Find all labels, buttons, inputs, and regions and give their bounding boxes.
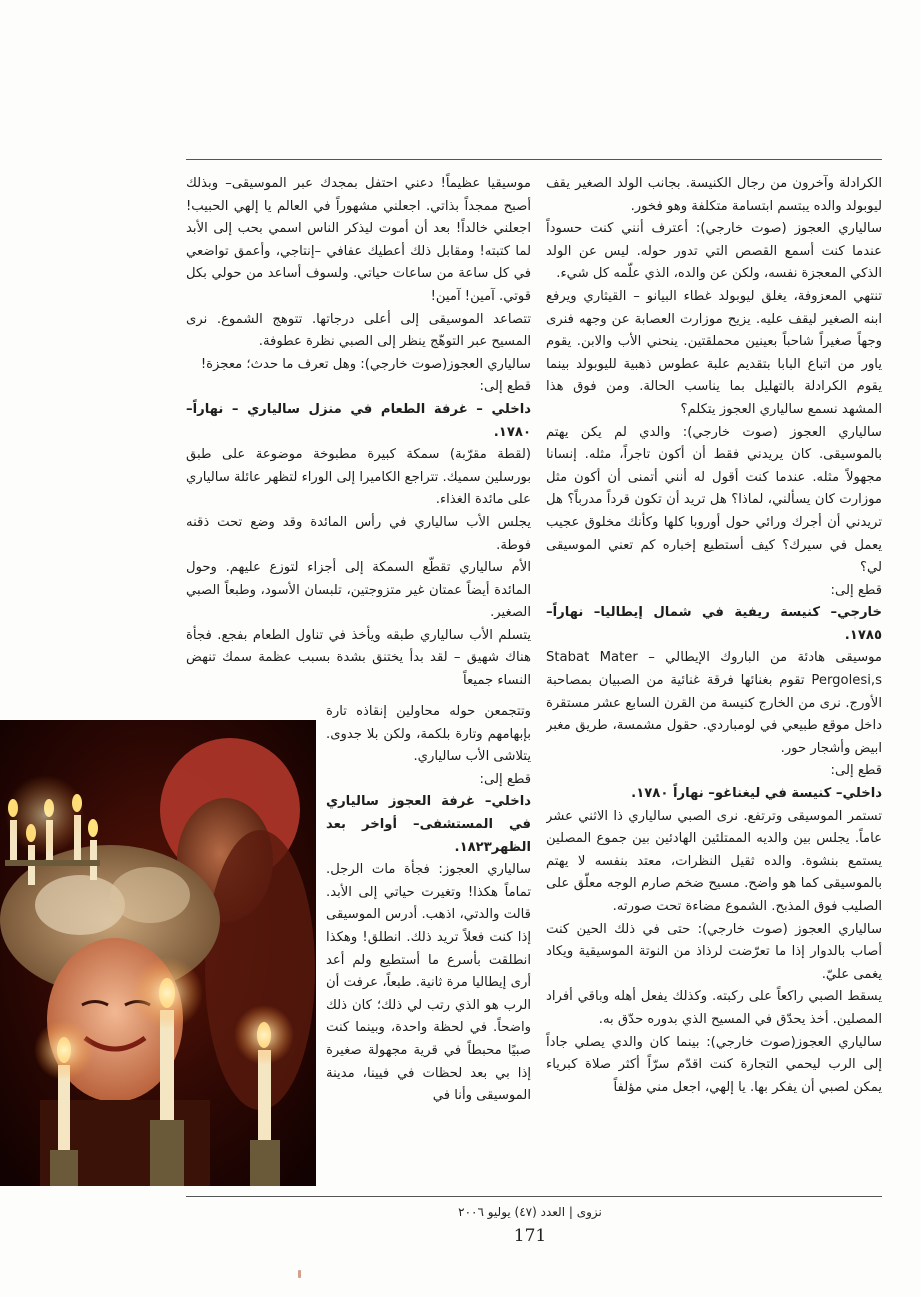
paragraph: سالياري العجوز (صوت خارجي): والدي لم يكن يهتم بالموسيقى. كان يريدني فقط أن أكون تاجراً، مثله. إنسانا مجهولاً مثله. عندما كنت أقول له أنني أتمنى أن أكون مثل موزارت كان يسألني، لماذا؟ هل تريد أن تكون قرداً مدرباً؟ هل تريدني أن أجرك ورائي حول أوروبا كلها وكأنك مخلوق عجيب يعمل في سيرك؟ كيف أستطيع إخباره كم تعني الموسيقى لي؟ xyxy=(546,424,882,576)
paragraph: يتسلم الأب سالياري طبقه ويأخذ في تناول الطعام بفجع. فجأة هناك شهيق – لقد بدأ يختنق بشدة بسبب عظمة سمك تنهض النساء جميعاً xyxy=(186,627,531,689)
paragraph: (لقطة مقرّبة) سمكة كبيرة مطبوخة موضوعة على طبق بورسلين سميك. تتراجع الكاميرا إلى الوراء لتظهر عائلة سالياري على مائدة الغذاء. xyxy=(186,447,531,508)
paragraph: وتتجمعن حوله محاولين إنقاذه تارة بإبهامهم وتارة بلكمة، ولكن بلا جدوى. يتلاشى الأب سالياري. xyxy=(326,704,531,765)
theatre-photo xyxy=(0,720,316,1186)
paragraph: موسيقى هادئة من الباروك الإيطالي – Stabat Mater Pergolesi,s تقوم بغنائها فرقة غنائية من الصبيان بمصاحبة الأورج. نرى من الخارج كنيسة من القرن السابع عشر مستقرة داخل موقع طبيعي في لومباردي. حقول مشمسة، طريق مغبر ابيض وأشجار حور. xyxy=(546,650,882,756)
left-text-column-top xyxy=(186,173,531,713)
scene-heading: خارجي– كنيسة ريفية في شمال إيطاليا– نهاراً– ١٧٨٥. xyxy=(546,605,882,643)
paragraph: قطع إلى: xyxy=(830,763,882,779)
paragraph: الأم سالياري تقطّع السمكة إلى أجزاء لتوزع عليهم. وحول المائدة أيضاً عمتان غير متزوجتين، تلبسان الأسود، وطبعاً الصبي الصغير. xyxy=(186,560,531,621)
bottom-rule xyxy=(186,1196,882,1197)
magazine-info: نزوى | العدد (٤٧) يوليو ٢٠٠٦ xyxy=(458,1205,602,1219)
scene-heading: داخلي– غرفة العجوز سالياري في المستشفى– أواخر بعد الظهر١٨٢٣. xyxy=(326,794,531,855)
scene-heading: داخلي– كنيسة في ليغناغو– نهاراً ١٧٨٠. xyxy=(631,786,882,802)
right-text-column xyxy=(546,173,882,1183)
paragraph: سالياري العجوز: فجأة مات الرجل. تماماً هكذا! وتغيرت حياتي إلى الأبد. قالت والدتي، اذهب. أدرس الموسيقى إذا كنت فعلاً تريد ذلك. انطلق! وهكذا انطلقت بأسرع ما أستطيع ولم أعد أرى إيطاليا مرة ثانية. طبعاً، عرفت أن الرب هو الذي رتب لي ذلك؛ كان ذلك واضحاً. في لحظة واحدة، وبينما كنت صبيًا محبطاً في قرية مجهولة صغيرة إذا بي بعد لحظات في فيينا، مدينة الموسيقى وأنا في xyxy=(326,862,531,1104)
left-text-column-narrow xyxy=(326,701,531,1183)
paragraph: الكرادلة وآخرون من رجال الكنيسة. بجانب الولد الصغير يقف ليوبولد والده يبتسم ابتسامة متكلفة وهو فخور. xyxy=(546,176,882,214)
top-rule xyxy=(186,159,882,160)
paragraph: سالياري العجوز(صوت خارجي): بينما كان والدي يصلي جاداً إلى الرب ليحمي التجارة كنت اقدّم سرّاً أكثر صلاة كبرياء يمكن لصبي أن يفكر بها. يا إلهي، اجعل مني مؤلفاً xyxy=(546,1034,882,1095)
paragraph: قطع إلى: xyxy=(479,771,531,787)
paragraph: يسقط الصبي راكعاً على ركبته. وكذلك يفعل أهله وباقي أفراد المصلين. أخذ يحدّق في المسيح الذي بدوره حدّق به. xyxy=(546,989,882,1027)
paragraph: قطع إلى: xyxy=(830,582,882,598)
page-speck xyxy=(298,1270,301,1278)
paragraph: تستمر الموسيقى وترتفع. نرى الصبي سالياري ذا الاثني عشر عاماً. يجلس بين والديه الممتلئين الهادئين بين جموع المصلين يستمع بنشوة. والده ثقيل النظرات، معتد بنفسه لا يهتم بالموسيقى كما هو واضح. مسيح ضخم صارم الوجه معلّق على الصليب فوق المذبح. الشموع مضاءة تحت صورته. xyxy=(546,808,882,914)
paragraph: سالياري العجوز (صوت خارجي): حتى في ذلك الحين كنت أصاب بالدوار إذا ما تعرّضت لرذاذ من النوتة الموسيقية ويكاد يغمى عليّ. xyxy=(546,921,882,982)
paragraph: موسيقيا عظيماً! دعني احتفل بمجدك عبر الموسيقى– وبذلك أصبح ممجداً بذاتي. اجعلني مشهوراً في العالم يا إلهي الحبيب! اجعلني خالداً! بعد أن أموت ليذكر الناس اسمي بحب إلى الأبد لما كتبته! ومقابل ذلك أعطيك عفافي –إنتاجي، وأعمق تواضعي في كل ساعة من ساعات حياتي. ولسوف أساعد من حولي بكل قوتي. آمين! آمين! xyxy=(186,176,531,304)
paragraph: تنتهي المعزوفة، يغلق ليوبولد غطاء البيانو – القيثاري ويرفع ابنه الصغير ليقف عليه. يزيح موزارت العصابة عن وجهه فنرى وجهاً صغيراً شاحباً بعينين محملقتين. ينحني الأب والابن. يقوم ياور من اتباع البابا بتقديم علبة عطوس ذهبية لليوبولد بينما يقوم الكرادلة بالتهليل بما يناسب الحالة. ومن فوق هذا المشهد نسمع سالياري العجوز يتكلم؟ xyxy=(546,288,882,417)
page-number: 171 xyxy=(513,1226,547,1246)
paragraph: تتصاعد الموسيقى إلى أعلى درجاتها. تتوهج الشموع. نرى المسيح عبر التوهّج ينظر إلى الصبي نظرة عطوفة. xyxy=(186,311,531,350)
paragraph: قطع إلى: xyxy=(479,379,531,395)
paragraph: سالياري العجوز (صوت خارجي): أعترف أنني كنت حسوداً عندما كنت أسمع القصص التي تدور حوله. ليس عن الولد الذكي المعجزة نفسه، ولكن عن والده، الذي علّمه كل شيء. xyxy=(546,221,882,282)
paragraph: يجلس الأب سالياري في رأس المائدة وقد وضع تحت ذقنه فوطة. xyxy=(186,514,531,553)
paragraph: سالياري العجوز(صوت خارجي): وهل تعرف ما حدث؛ معجزة! xyxy=(200,356,531,372)
scene-heading: داخلي – غرفة الطعام في منزل سالياري – نهاراً– ١٧٨٠. xyxy=(186,401,531,440)
